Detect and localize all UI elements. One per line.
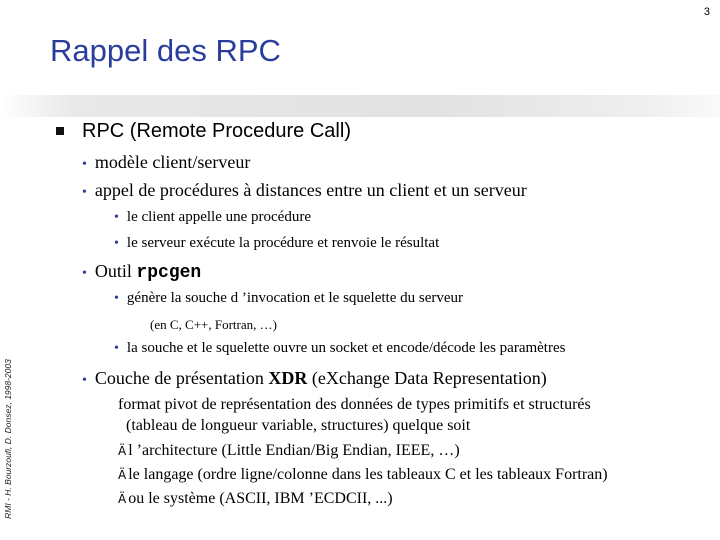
xdr-description: format pivot de représentation des données de types primitifs et structurés bbox=[118, 396, 591, 413]
tool-name: rpcgen bbox=[136, 263, 202, 283]
sub-bullet-item bbox=[114, 290, 463, 307]
bullet-dot-icon: • bbox=[82, 373, 87, 388]
bullet-dot-icon: • bbox=[82, 185, 87, 200]
bullet-text: modèle client/serveur bbox=[94, 152, 251, 172]
sub-bullet-text: la souche et le squelette ouvre un socket et encode/décode les paramètres bbox=[126, 340, 566, 356]
page-number: 3 bbox=[703, 6, 710, 18]
xdr-description: (tableau de longueur variable, structures) quelque soit bbox=[126, 417, 471, 434]
level1-heading: RPC (Remote Procedure Call) bbox=[82, 120, 351, 142]
slide-title: Rappel des RPC bbox=[50, 33, 281, 68]
languages-note: (en C, C++, Fortran, …) bbox=[150, 317, 277, 332]
arrow-icon: Ä bbox=[118, 468, 127, 482]
bullet-text: Couche de présentation bbox=[94, 368, 269, 388]
bullet-dot-icon: • bbox=[82, 266, 87, 281]
bullet-text: appel de procédures à distances entre un client et un serveur bbox=[94, 180, 527, 200]
xdr-keyword: XDR bbox=[268, 368, 308, 388]
bullet-dot-icon: • bbox=[114, 341, 119, 356]
sub-bullet-item bbox=[114, 235, 439, 252]
arrow-item-text: le langage (ordre ligne/colonne dans les tableaux C et les tableaux Fortran) bbox=[128, 466, 608, 483]
arrow-item bbox=[118, 442, 460, 460]
bullet-item bbox=[82, 261, 201, 283]
bullet-dot-icon: • bbox=[114, 236, 119, 251]
arrow-item bbox=[118, 490, 393, 508]
bullet-item bbox=[82, 368, 547, 389]
arrow-item bbox=[118, 466, 608, 484]
arrow-icon: Ä bbox=[118, 492, 127, 506]
side-credit: RMI - H. Bourzoufi, D. Donsez, 1998-2003 bbox=[3, 359, 13, 519]
arrow-icon: Ä bbox=[118, 444, 127, 458]
sub-bullet-item bbox=[114, 340, 565, 357]
bullet-text: Outil bbox=[94, 261, 137, 281]
arrow-item-text: l ’architecture (Little Endian/Big Endian, IEEE, …) bbox=[128, 442, 460, 459]
sub-bullet-text: génère la souche d ’invocation et le squelette du serveur bbox=[126, 290, 464, 306]
bullet-dot-icon: • bbox=[114, 291, 119, 306]
bullet-item bbox=[82, 180, 527, 201]
sub-bullet-text: le serveur exécute la procédure et renvoie le résultat bbox=[126, 235, 440, 251]
title-divider-bar bbox=[0, 95, 720, 117]
bullet-text: (eXchange Data Representation) bbox=[307, 368, 547, 388]
sub-bullet-item bbox=[114, 209, 311, 226]
bullet-item bbox=[82, 152, 250, 173]
bullet-dot-icon: • bbox=[114, 210, 119, 225]
arrow-item-text: ou le système (ASCII, IBM ’ECDCII, ...) bbox=[128, 490, 393, 507]
square-bullet-icon bbox=[56, 127, 64, 135]
sub-bullet-text: le client appelle une procédure bbox=[126, 209, 311, 225]
bullet-dot-icon: • bbox=[82, 157, 87, 172]
